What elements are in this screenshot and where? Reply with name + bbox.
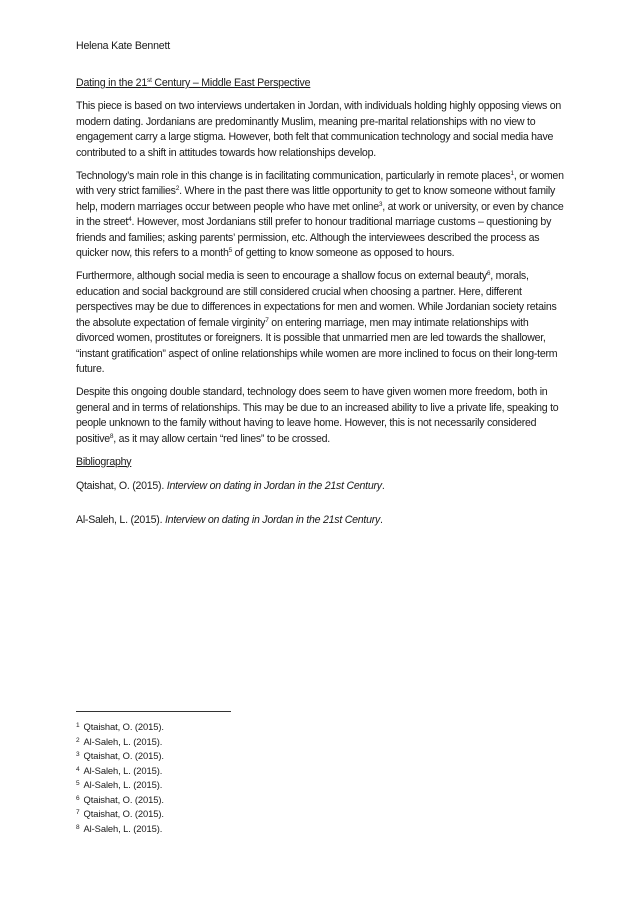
paragraph-4 bbox=[76, 385, 569, 447]
author-name: Helena Kate Bennett bbox=[76, 40, 170, 52]
entry-end: . bbox=[381, 480, 385, 492]
text-run: on entering marriage, men may intimate relationships with divorced women, prostitutes or foreigners. It is possible that unmarried men are led towards the shallower, “instant gratification” aspect of online relationships while women are more inclined to focus on their long-term future. bbox=[76, 316, 558, 375]
bibliography-heading: Bibliography bbox=[76, 455, 132, 468]
footnote-number: 1 bbox=[76, 722, 80, 729]
footnote-ref-4[interactable]: 4 bbox=[128, 216, 132, 223]
footnote-item bbox=[76, 806, 164, 821]
footnote-text: Qtaishat, O. (2015). bbox=[83, 721, 164, 732]
footnote-ref-2[interactable]: 2 bbox=[175, 185, 180, 192]
footnote-number: 7 bbox=[76, 809, 80, 816]
footnote-text: Al-Saleh, L. (2015). bbox=[83, 735, 163, 747]
title-superscript: st bbox=[147, 77, 152, 84]
footnote-number: 4 bbox=[76, 765, 80, 773]
text-run: , or women with very strict families bbox=[76, 169, 564, 197]
footnote-number: 2 bbox=[76, 736, 80, 744]
paragraph-2 bbox=[76, 169, 569, 262]
text-run: , at work or university, or even by chance in the street bbox=[76, 200, 564, 228]
footnote-text: Al-Saleh, L. (2015). bbox=[83, 779, 163, 790]
footnote-ref-8[interactable]: 8 bbox=[109, 432, 114, 440]
footnote-item bbox=[76, 719, 164, 734]
bibliography bbox=[76, 455, 569, 529]
entry-author: Qtaishat, O. (2015). bbox=[76, 480, 165, 492]
text-run: Despite this ongoing double standard, technology does seem to have given women more freedom, both in general and in terms of relationships. This may be due to an increased ability to live a private life, speaking to people unknown to the family without having to leave home. However, this is not necessarily considered positive bbox=[76, 386, 559, 445]
bibliography-entry bbox=[76, 479, 569, 495]
footnote-item bbox=[76, 748, 164, 763]
text-run: Technology’s main role in this change is in facilitating communication, particularly in remote places bbox=[76, 169, 511, 182]
footnote-text: Qtaishat, O. (2015). bbox=[83, 808, 164, 819]
footnote-ref-7[interactable]: 7 bbox=[265, 316, 269, 324]
footnote-ref-5[interactable]: 5 bbox=[228, 247, 232, 254]
footnote-number: 6 bbox=[76, 794, 80, 802]
footnote-ref-1[interactable]: 1 bbox=[510, 169, 514, 177]
document-body bbox=[76, 99, 569, 546]
footnote-separator bbox=[76, 711, 231, 712]
footnote-number: 3 bbox=[76, 751, 80, 758]
text-run: . However, most Jordanians still prefer to honour traditional marriage customs – questioning by friends and families; asking parents’ permission, etc. Although the interviewees described the process as quicker now, this refers to a month bbox=[76, 216, 552, 259]
footnote-number: 8 bbox=[76, 823, 80, 831]
text-run: . Where in the past there was little opportunity to get to know someone without family help, modern marriages occur between people who have met online bbox=[76, 185, 556, 213]
paragraph-3 bbox=[76, 269, 569, 378]
footnote-text: Al-Saleh, L. (2015). bbox=[83, 764, 163, 776]
footnote-text: Qtaishat, O. (2015). bbox=[83, 750, 164, 761]
footnotes bbox=[76, 719, 164, 835]
paragraph-1: This piece is based on two interviews undertaken in Jordan, with individuals holding highly opposing views on modern dating. Jordanians are predominantly Muslim, meaning pre-marital relationships with no view to engagement carry a large stigma. However, both felt that communication technology and social media have contributed to a shift in attitudes towards how relationships develop. bbox=[76, 100, 562, 159]
text-run: , morals, education and social background are still considered crucial when choosing a partner. Here, different perspectives may be due to differences in expectations for men and women. While Jordanian society retains the absolute expectation of female virginity bbox=[76, 270, 557, 329]
entry-end: . bbox=[380, 513, 383, 526]
footnote-item bbox=[76, 792, 164, 807]
footnote-ref-6[interactable]: 6 bbox=[486, 270, 491, 277]
footnote-text: Qtaishat, O. (2015). bbox=[83, 793, 164, 805]
footnote-number: 5 bbox=[76, 780, 80, 787]
title-pre: Dating in the 21 bbox=[76, 77, 148, 89]
text-run: , as it may allow certain “red lines” to be crossed. bbox=[113, 432, 330, 445]
footnote-item bbox=[76, 734, 164, 749]
text-run: Furthermore, although social media is seen to encourage a shallow focus on external beauty bbox=[76, 270, 487, 282]
footnote-item bbox=[76, 821, 164, 836]
text-run: of getting to know someone as opposed to hours. bbox=[231, 247, 455, 259]
footnote-ref-3[interactable]: 3 bbox=[378, 200, 383, 208]
entry-author: Al-Saleh, L. (2015). bbox=[76, 513, 163, 526]
footnote-item bbox=[76, 777, 164, 792]
title-post: Century – Middle East Perspective bbox=[151, 77, 311, 89]
document-title bbox=[76, 77, 310, 89]
footnote-text: Al-Saleh, L. (2015). bbox=[83, 822, 163, 834]
entry-title: Interview on dating in Jordan in the 21st Century bbox=[164, 513, 381, 526]
entry-title: Interview on dating in Jordan in the 21st Century bbox=[166, 480, 382, 492]
bibliography-entry bbox=[76, 513, 569, 529]
footnote-item bbox=[76, 763, 164, 778]
